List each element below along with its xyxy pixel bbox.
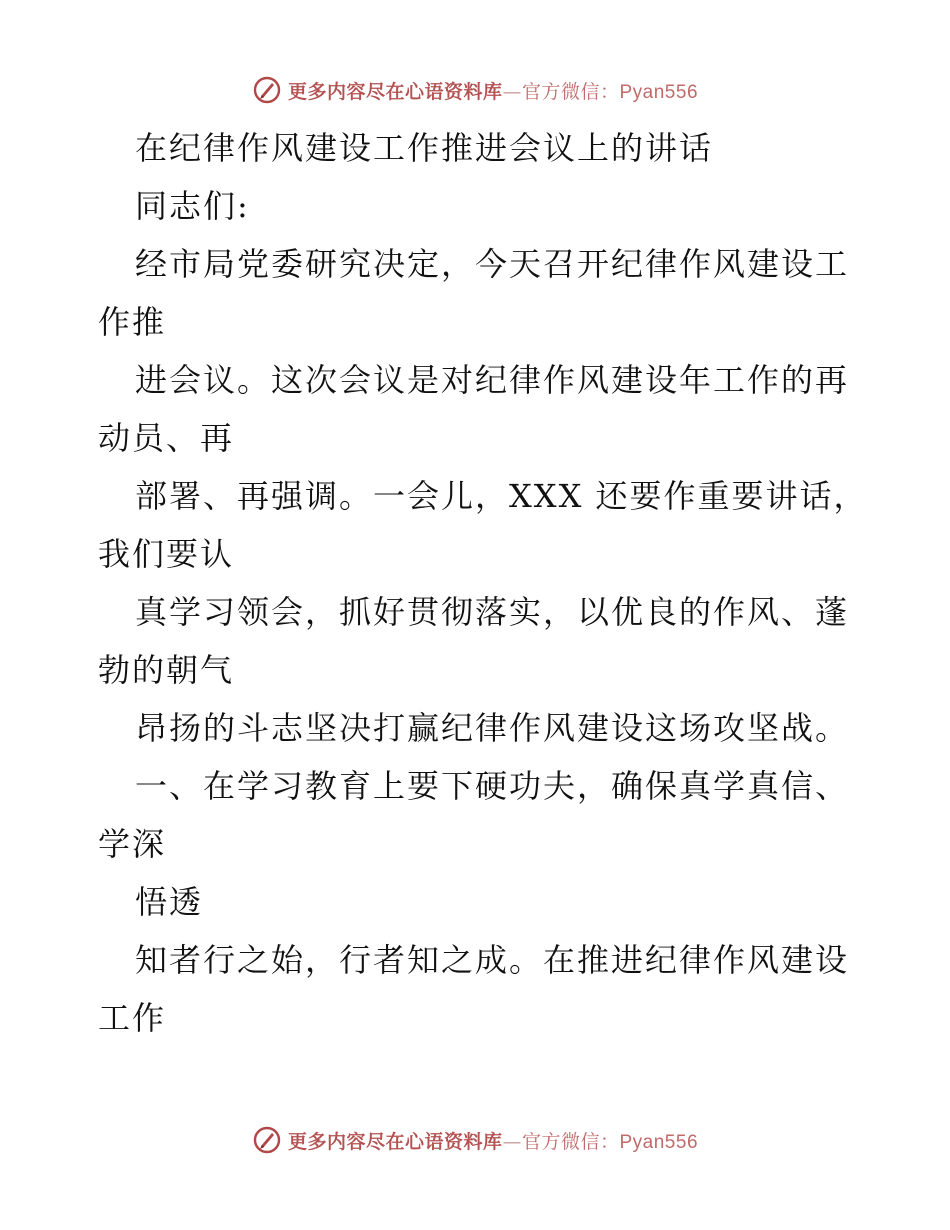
quill-logo-icon xyxy=(252,1125,282,1155)
watermark-separator: — xyxy=(502,1130,522,1153)
text-line: 进会议。这次会议是对纪律作风建设年工作的再 xyxy=(135,361,850,399)
watermark-text xyxy=(288,1127,698,1154)
text-line: 动员、再 xyxy=(98,419,235,457)
document-title: 在纪律作风建设工作推进会议上的讲话 xyxy=(135,129,714,167)
watermark-account: Pyan556 xyxy=(619,1131,699,1153)
watermark-separator: — xyxy=(502,80,522,103)
text-line: 知者行之始，行者知之成。在推进纪律作风建设 xyxy=(135,941,850,979)
watermark-suffix: 官方微信： xyxy=(521,80,620,103)
salutation: 同志们: xyxy=(135,187,250,225)
watermark-brand: 更多内容尽在心语资料库 xyxy=(287,80,503,103)
watermark-text xyxy=(288,77,698,104)
text-line: 部署、再强调。一会儿，XXX 还要作重要讲话， xyxy=(135,477,868,515)
text-line: 真学习领会，抓好贯彻落实，以优良的作风、蓬 xyxy=(135,593,850,631)
quill-logo-icon xyxy=(252,75,282,105)
watermark-brand: 更多内容尽在心语资料库 xyxy=(287,1130,503,1153)
text-line: 作推 xyxy=(98,303,167,341)
header-watermark xyxy=(0,70,950,110)
section-heading-continued: 悟透 xyxy=(135,883,204,921)
text-line: 工作 xyxy=(98,999,167,1037)
text-line: 我们要认 xyxy=(98,535,235,573)
text-line: 经市局党委研究决定，今天召开纪律作风建设工 xyxy=(135,245,850,283)
footer-watermark xyxy=(0,1120,950,1160)
watermark-account: Pyan556 xyxy=(619,81,699,103)
section-heading-continued: 学深 xyxy=(98,825,167,863)
section-heading: 一、在学习教育上要下硬功夫，确保真学真信、 xyxy=(135,767,850,805)
text-line: 勃的朝气 xyxy=(98,651,235,689)
text-line: 昂扬的斗志坚决打赢纪律作风建设这场攻坚战。 xyxy=(135,709,850,747)
watermark-suffix: 官方微信： xyxy=(521,1130,620,1153)
